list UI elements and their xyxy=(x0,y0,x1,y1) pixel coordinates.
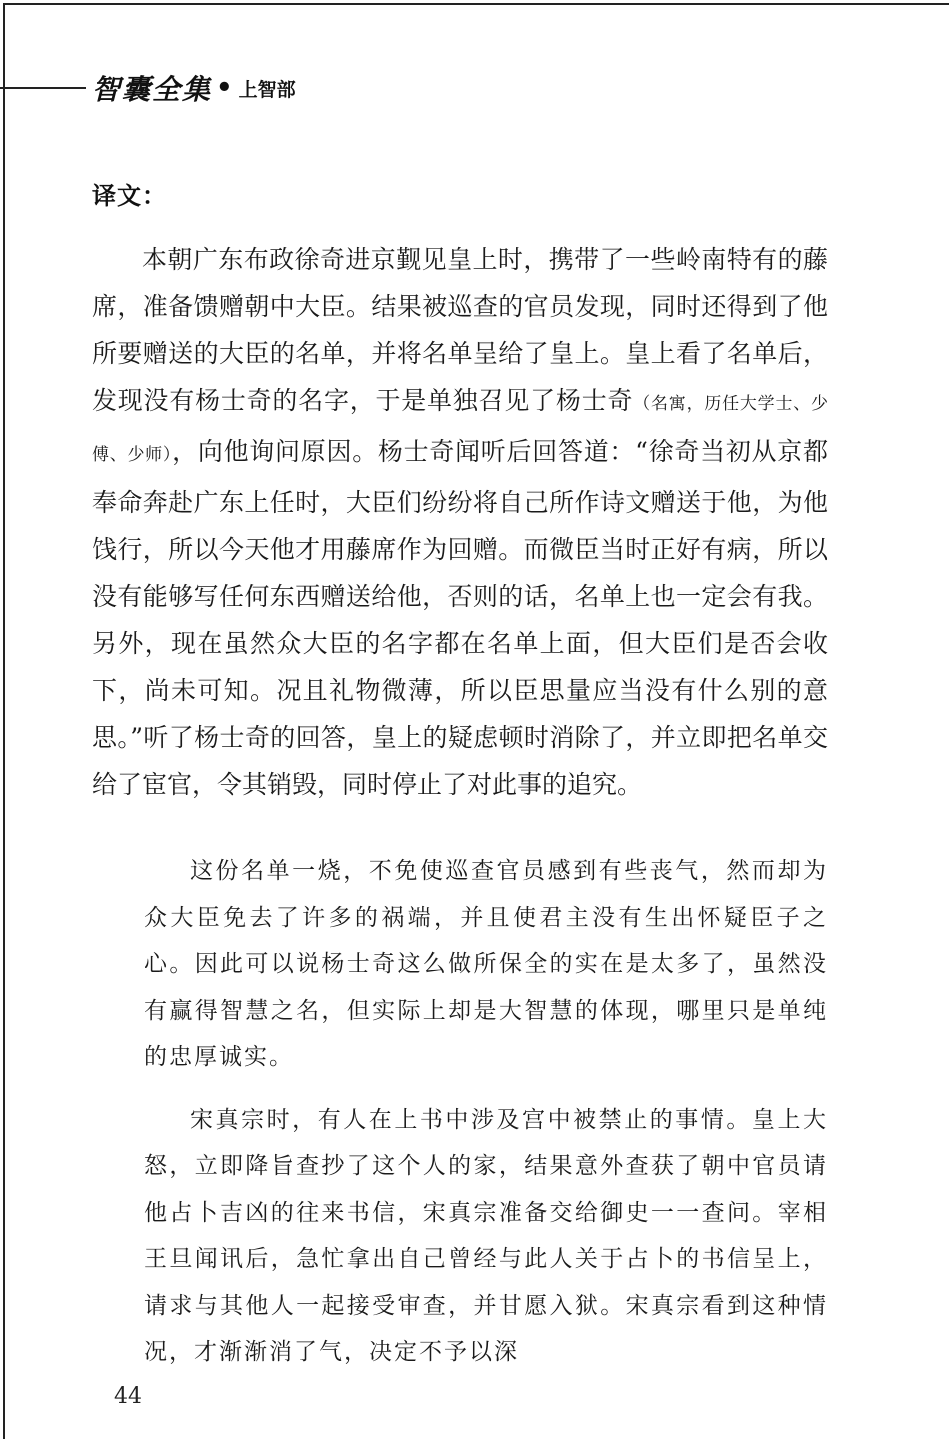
translation-heading: 译文： xyxy=(92,182,167,210)
translation-paragraph xyxy=(92,236,828,808)
section-title: 上智部 xyxy=(238,78,296,101)
inline-note: （名寓，历任大学士、少傅、少师） xyxy=(92,394,828,465)
translation-text-part2: ，向他询问原因。杨士奇闻听后回答道：“徐奇当初从京都奉命奔赴广东上任时，大臣们纷纷将自己所作诗文赠送于他，为他饯行，所以今天他才用藤席作为回赠。而微臣当时正好有病，所以没有能够写任何东西赠送给他，否则的话，名单上也一定会有我。另外，现在虽然众大臣的名字都在名单上面，但大臣们是否会收下，尚未可知。况且礼物微薄，所以臣思量应当没有什么别的意思。”听了杨士奇的回答，皇上的疑虑顿时消除了，并立即把名单交给了宦官，令其销毁，同时停止了对此事的追究。 xyxy=(92,437,828,799)
translation-body xyxy=(92,236,828,808)
running-header xyxy=(0,66,296,110)
book-title: 智囊全集 xyxy=(92,73,213,106)
page-number: 44 xyxy=(114,1384,142,1409)
commentary-paragraph-1: 这份名单一烧，不免使巡查官员感到有些丧气，然而却为众大臣免去了许多的祸端，并且使君主没有生出怀疑臣子之心。因此可以说杨士奇这么做所保全的实在是太多了，虽然没有赢得智慧之名，但实际上却是大智慧的体现，哪里只是单纯的忠厚诚实。 xyxy=(144,858,828,1070)
header-rule xyxy=(0,87,86,89)
header-separator: • xyxy=(216,73,233,103)
commentary-paragraph-2: 宋真宗时，有人在上书中涉及宫中被禁止的事情。皇上大怒，立即降旨查抄了这个人的家，结果意外查获了朝中官员请他占卜吉凶的往来书信，宋真宗准备交给御史一一查问。宰相王旦闻讯后，急忙拿出自己曾经与此人关于占卜的书信呈上，请求与其他人一起接受审查，并甘愿入狱。宋真宗看到这种情况，才渐渐消了气，决定不予以深 xyxy=(144,1106,828,1365)
commentary-block xyxy=(144,848,828,1376)
translation-text-part1: 本朝广东布政徐奇进京觐见皇上时，携带了一些岭南特有的藤席，准备馈赠朝中大臣。结果被巡查的官员发现，同时还得到了他所要赠送的大臣的名单，并将名单呈给了皇上。皇上看了名单后，发现没有杨士奇的名字，于是单独召见了杨士奇 xyxy=(92,245,828,415)
